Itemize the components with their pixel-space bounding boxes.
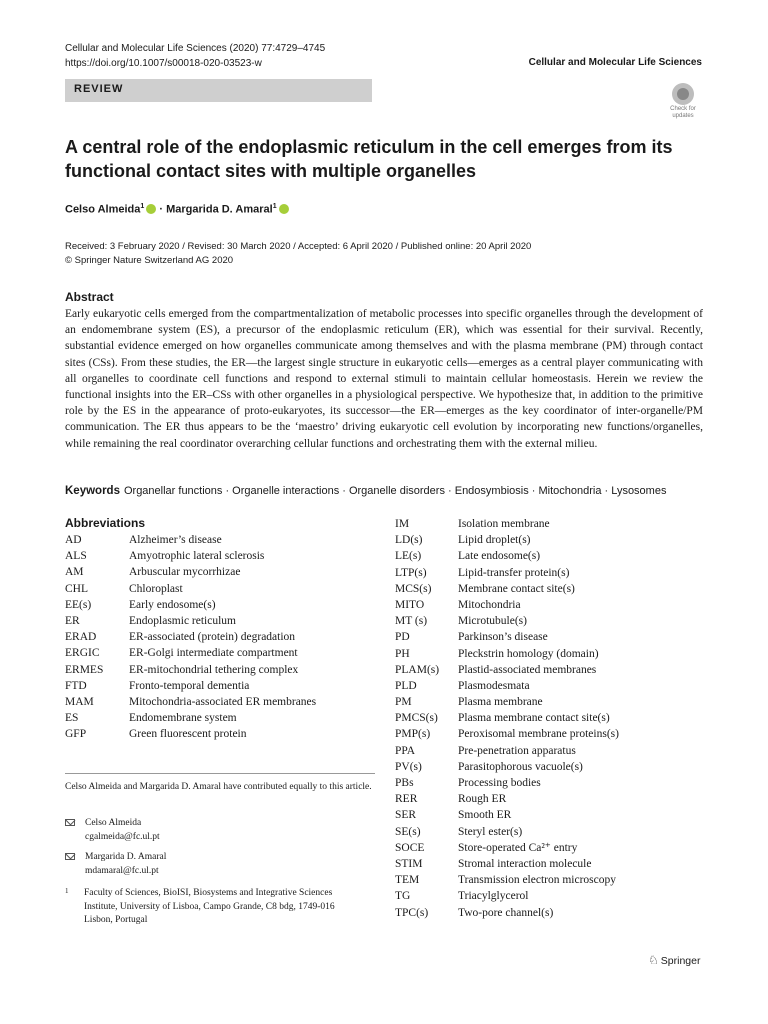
- abbreviation-definition: Two-pore channel(s): [458, 906, 554, 919]
- copyright-line: © Springer Nature Switzerland AG 2020: [65, 255, 234, 266]
- abbreviation-row: [65, 694, 385, 710]
- envelope-icon: [65, 819, 75, 826]
- abbreviation-definition: Microtubule(s): [458, 615, 527, 628]
- abbreviation-key: SER: [395, 809, 417, 822]
- springer-horse-icon: ♘: [648, 953, 659, 967]
- abbreviation-key: RER: [395, 793, 418, 806]
- abbreviation-definition: Endoplasmic reticulum: [129, 614, 236, 627]
- keywords-label: Keywords: [65, 485, 120, 497]
- contact-name: Celso Almeida: [85, 818, 142, 828]
- abbreviation-row: [65, 581, 385, 597]
- abbreviation-definition: Pre-penetration apparatus: [458, 744, 576, 757]
- abbreviation-row: [65, 532, 385, 548]
- abbreviation-definition: Membrane contact site(s): [458, 582, 575, 595]
- abbreviation-key: ERMES: [65, 663, 104, 676]
- abbreviation-definition: Late endosome(s): [458, 550, 541, 563]
- abbreviation-definition: ER-Golgi intermediate compartment: [129, 647, 298, 660]
- envelope-icon: [65, 853, 75, 860]
- author-name[interactable]: Celso Almeida: [65, 203, 141, 216]
- abbreviation-row: [395, 888, 715, 904]
- abbreviation-row: [395, 726, 715, 742]
- orcid-icon[interactable]: [279, 204, 289, 214]
- abstract-body: Early eukaryotic cells emerged from the compartmentalization of metabolic processes into specific organelles through the development of an endomembrane system (ES), a precursor of the endoplasmic reticulum (ER), which was essential for their survival. Recently, substantial evidence emerged on how organelles communicate among themselves and with the plasma membrane (PM) through contact sites (CSs). From these studies, the ER—the largest single structure in eukaryotic cells—emerges as a central player communicating with all organelles to coordinate cell functions and respond to external stimuli to maintain cellular homeostasis. Herein we review the functional insights into the ER–CSs with other organelles in a physiological perspective. We hypothesize that, in addition to the primitive role by the ES in the appearance of proto-eukaryotes, its successor—the ER—emerges as the key coordinator of inter-organelle/PM communication. The ER thus appears to be the ‘maestro’ driving eukaryotic cell evolution by incorporating new functions/organelles, while remaining the real coordinator overarching cellular functions and orchestrating them with the external milieu.: [65, 308, 703, 450]
- abbreviation-key: ER: [65, 614, 80, 627]
- abbreviation-key: LTP(s): [395, 566, 427, 579]
- abbreviation-row: [395, 856, 715, 872]
- contact-name: Margarida D. Amaral: [85, 852, 167, 862]
- orcid-icon[interactable]: [146, 204, 156, 214]
- abbreviations-heading: Abbreviations: [65, 516, 146, 530]
- abbreviation-definition: Pleckstrin homology (domain): [458, 647, 599, 660]
- abbreviation-row: [395, 872, 715, 888]
- abbreviation-key: FTD: [65, 679, 87, 692]
- abbreviation-definition: Arbuscular mycorrhizae: [129, 566, 241, 579]
- abbreviation-row: [395, 597, 715, 613]
- abbreviations-list-right: [395, 516, 715, 921]
- abbreviation-key: PM: [395, 696, 412, 709]
- abbreviation-row: [395, 775, 715, 791]
- abbreviation-key: CHL: [65, 582, 88, 595]
- author-list: [65, 203, 289, 216]
- article-title: A central role of the endoplasmic reticulum in the cell emerges from its functional contact sites with multiple organelles: [65, 137, 673, 181]
- affiliation-text: Faculty of Sciences, BioISI, Biosystems and Integrative Sciences Institute, University of Lisboa, Campo Grande, C8 bdg, 1749-016 Lisbon, Portugal: [84, 888, 335, 925]
- contribution-note: Celso Almeida and Margarida D. Amaral have contributed equally to this article.: [65, 782, 372, 792]
- abstract-heading: Abstract: [65, 290, 114, 304]
- abbreviation-row: [395, 646, 715, 662]
- abbreviation-key: AM: [65, 566, 84, 579]
- abbreviation-key: LE(s): [395, 550, 422, 563]
- abbreviation-key: GFP: [65, 728, 87, 741]
- abbreviation-key: PPA: [395, 744, 416, 757]
- abbreviation-row: [395, 678, 715, 694]
- abbreviation-definition: Stromal interaction molecule: [458, 857, 592, 870]
- abbreviation-row: [65, 710, 385, 726]
- abbreviation-definition: ER-associated (protein) degradation: [129, 631, 296, 644]
- abbreviation-key: IM: [395, 518, 410, 530]
- abbreviation-key: PLD: [395, 679, 417, 692]
- abbreviation-row: [395, 807, 715, 823]
- abbreviation-definition: Store-operated Ca²⁺ entry: [458, 841, 578, 854]
- abbreviation-key: ERAD: [65, 631, 97, 644]
- abbreviation-row: [395, 710, 715, 726]
- publisher-logo: [648, 953, 700, 967]
- abbreviation-key: PLAM(s): [395, 663, 440, 676]
- abbreviation-row: [65, 645, 385, 661]
- abbreviation-key: PMP(s): [395, 728, 431, 741]
- abbreviation-key: MAM: [65, 695, 94, 708]
- abbreviation-key: STIM: [395, 857, 423, 870]
- contact-email[interactable]: cgalmeida@fc.ul.pt: [85, 831, 160, 842]
- abbreviation-row: [395, 662, 715, 678]
- abbreviation-row: [395, 905, 715, 921]
- dates-line: Received: 3 February 2020 / Revised: 30 March 2020 / Accepted: 6 April 2020 / Published online: 20 April 2020: [65, 241, 532, 252]
- abbreviation-key: PD: [395, 631, 410, 644]
- contact-block: [65, 817, 375, 844]
- abbreviation-key: LD(s): [395, 534, 423, 547]
- abbreviation-definition: Smooth ER: [458, 809, 512, 822]
- abbreviation-key: TG: [395, 890, 411, 903]
- author-name[interactable]: Margarida D. Amaral: [166, 203, 273, 216]
- abbreviation-definition: Green fluorescent protein: [129, 728, 247, 741]
- abbreviation-definition: Plastid-associated membranes: [458, 663, 597, 676]
- abbreviation-row: [395, 759, 715, 775]
- affiliation-marker: 1: [272, 203, 277, 210]
- abbreviation-key: ERGIC: [65, 647, 100, 660]
- abbreviation-key: MITO: [395, 598, 425, 611]
- contact-email[interactable]: mdamaral@fc.ul.pt: [85, 865, 159, 876]
- abbreviation-row: [395, 565, 715, 581]
- abbreviation-definition: Steryl ester(s): [458, 825, 523, 838]
- abbreviation-row: [395, 824, 715, 840]
- check-for-updates-badge[interactable]: [664, 83, 702, 123]
- abbreviation-definition: Isolation membrane: [458, 518, 550, 530]
- abbreviation-row: [395, 613, 715, 629]
- abbreviation-row: [395, 743, 715, 759]
- abbreviation-key: MT (s): [395, 615, 428, 628]
- abbreviation-definition: Parkinson’s disease: [458, 631, 548, 644]
- abbreviation-definition: Lipid-transfer protein(s): [458, 566, 570, 579]
- abbreviation-definition: Mitochondria-associated ER membranes: [129, 695, 317, 708]
- abbreviation-row: [395, 532, 715, 548]
- abbreviation-key: TPC(s): [395, 906, 429, 919]
- doi-link[interactable]: https://doi.org/10.1007/s00018-020-03523-w: [65, 58, 262, 69]
- abbreviations-list-left: [65, 532, 385, 742]
- abbreviation-row: [65, 548, 385, 564]
- abbreviation-row: [395, 516, 715, 532]
- abbreviation-definition: Plasma membrane: [458, 696, 543, 709]
- abbreviation-definition: Alzheimer’s disease: [129, 534, 222, 546]
- author-separator: ·: [159, 203, 164, 216]
- affiliation-marker: 1: [140, 203, 145, 210]
- abbreviation-row: [65, 613, 385, 629]
- abbreviation-key: ES: [65, 712, 79, 725]
- abbreviation-definition: Early endosome(s): [129, 598, 216, 611]
- publisher-name: Springer: [660, 955, 701, 967]
- abbreviation-definition: Mitochondria: [458, 598, 521, 611]
- keywords-list: Organellar functions · Organelle interactions · Organelle disorders · Endosymbiosis · Mitochondria · Lysosomes: [123, 485, 667, 497]
- abbreviation-definition: Processing bodies: [458, 777, 541, 789]
- contact-block: [65, 851, 375, 878]
- abbreviation-row: [65, 678, 385, 694]
- abbreviation-key: SE(s): [395, 825, 421, 838]
- abbreviation-definition: Endomembrane system: [129, 712, 237, 725]
- abbreviation-definition: Transmission electron microscopy: [458, 874, 617, 887]
- abbreviation-definition: Plasma membrane contact site(s): [458, 712, 610, 725]
- publication-history: [65, 240, 531, 268]
- abbreviation-key: PV(s): [395, 760, 422, 773]
- abbreviation-row: [395, 629, 715, 645]
- abbreviation-key: MCS(s): [395, 582, 432, 595]
- abbreviation-definition: Amyotrophic lateral sclerosis: [129, 550, 265, 563]
- abbreviation-definition: Rough ER: [458, 793, 507, 806]
- abbreviation-key: SOCE: [395, 841, 425, 854]
- abbreviation-definition: ER-mitochondrial tethering complex: [129, 663, 299, 676]
- abbreviation-key: TEM: [395, 874, 420, 887]
- abbreviation-row: [395, 694, 715, 710]
- check-updates-label: Check for updates: [670, 106, 696, 119]
- abbreviation-definition: Triacylglycerol: [458, 890, 529, 903]
- footnote-divider: [65, 773, 375, 774]
- abbreviation-definition: Chloroplast: [129, 582, 183, 595]
- abbreviation-key: ALS: [65, 550, 87, 563]
- abbreviation-row: [65, 629, 385, 645]
- journal-reference: [65, 41, 325, 71]
- journal-name: Cellular and Molecular Life Sciences: [528, 57, 702, 68]
- abbreviation-definition: Lipid droplet(s): [458, 534, 531, 547]
- abbreviation-row: [65, 662, 385, 678]
- article-type-label: REVIEW: [74, 83, 124, 95]
- abbreviation-row: [65, 597, 385, 613]
- abbreviation-definition: Parasitophorous vacuole(s): [458, 760, 583, 773]
- abbreviation-key: PMCS(s): [395, 712, 438, 725]
- abbreviation-definition: Plasmodesmata: [458, 679, 530, 692]
- citation: Cellular and Molecular Life Sciences (2020) 77:4729–4745: [65, 43, 326, 54]
- abbreviation-row: [65, 726, 385, 742]
- abbreviation-definition: Fronto-temporal dementia: [129, 679, 250, 692]
- abbreviation-row: [395, 791, 715, 807]
- affiliation-number: 1: [65, 887, 69, 895]
- abbreviation-row: [395, 548, 715, 564]
- article-type-band: [65, 79, 372, 102]
- abbreviation-row: [395, 581, 715, 597]
- affiliation-note: [65, 887, 365, 928]
- abbreviation-key: AD: [65, 534, 82, 546]
- keywords: [65, 485, 705, 497]
- abbreviation-key: PH: [395, 647, 410, 660]
- abbreviation-key: EE(s): [65, 598, 92, 611]
- abbreviation-definition: Peroxisomal membrane proteins(s): [458, 728, 619, 741]
- abbreviation-key: PBs: [395, 777, 414, 789]
- abbreviation-row: [65, 564, 385, 580]
- abbreviation-row: [395, 840, 715, 856]
- check-updates-icon: [672, 83, 694, 105]
